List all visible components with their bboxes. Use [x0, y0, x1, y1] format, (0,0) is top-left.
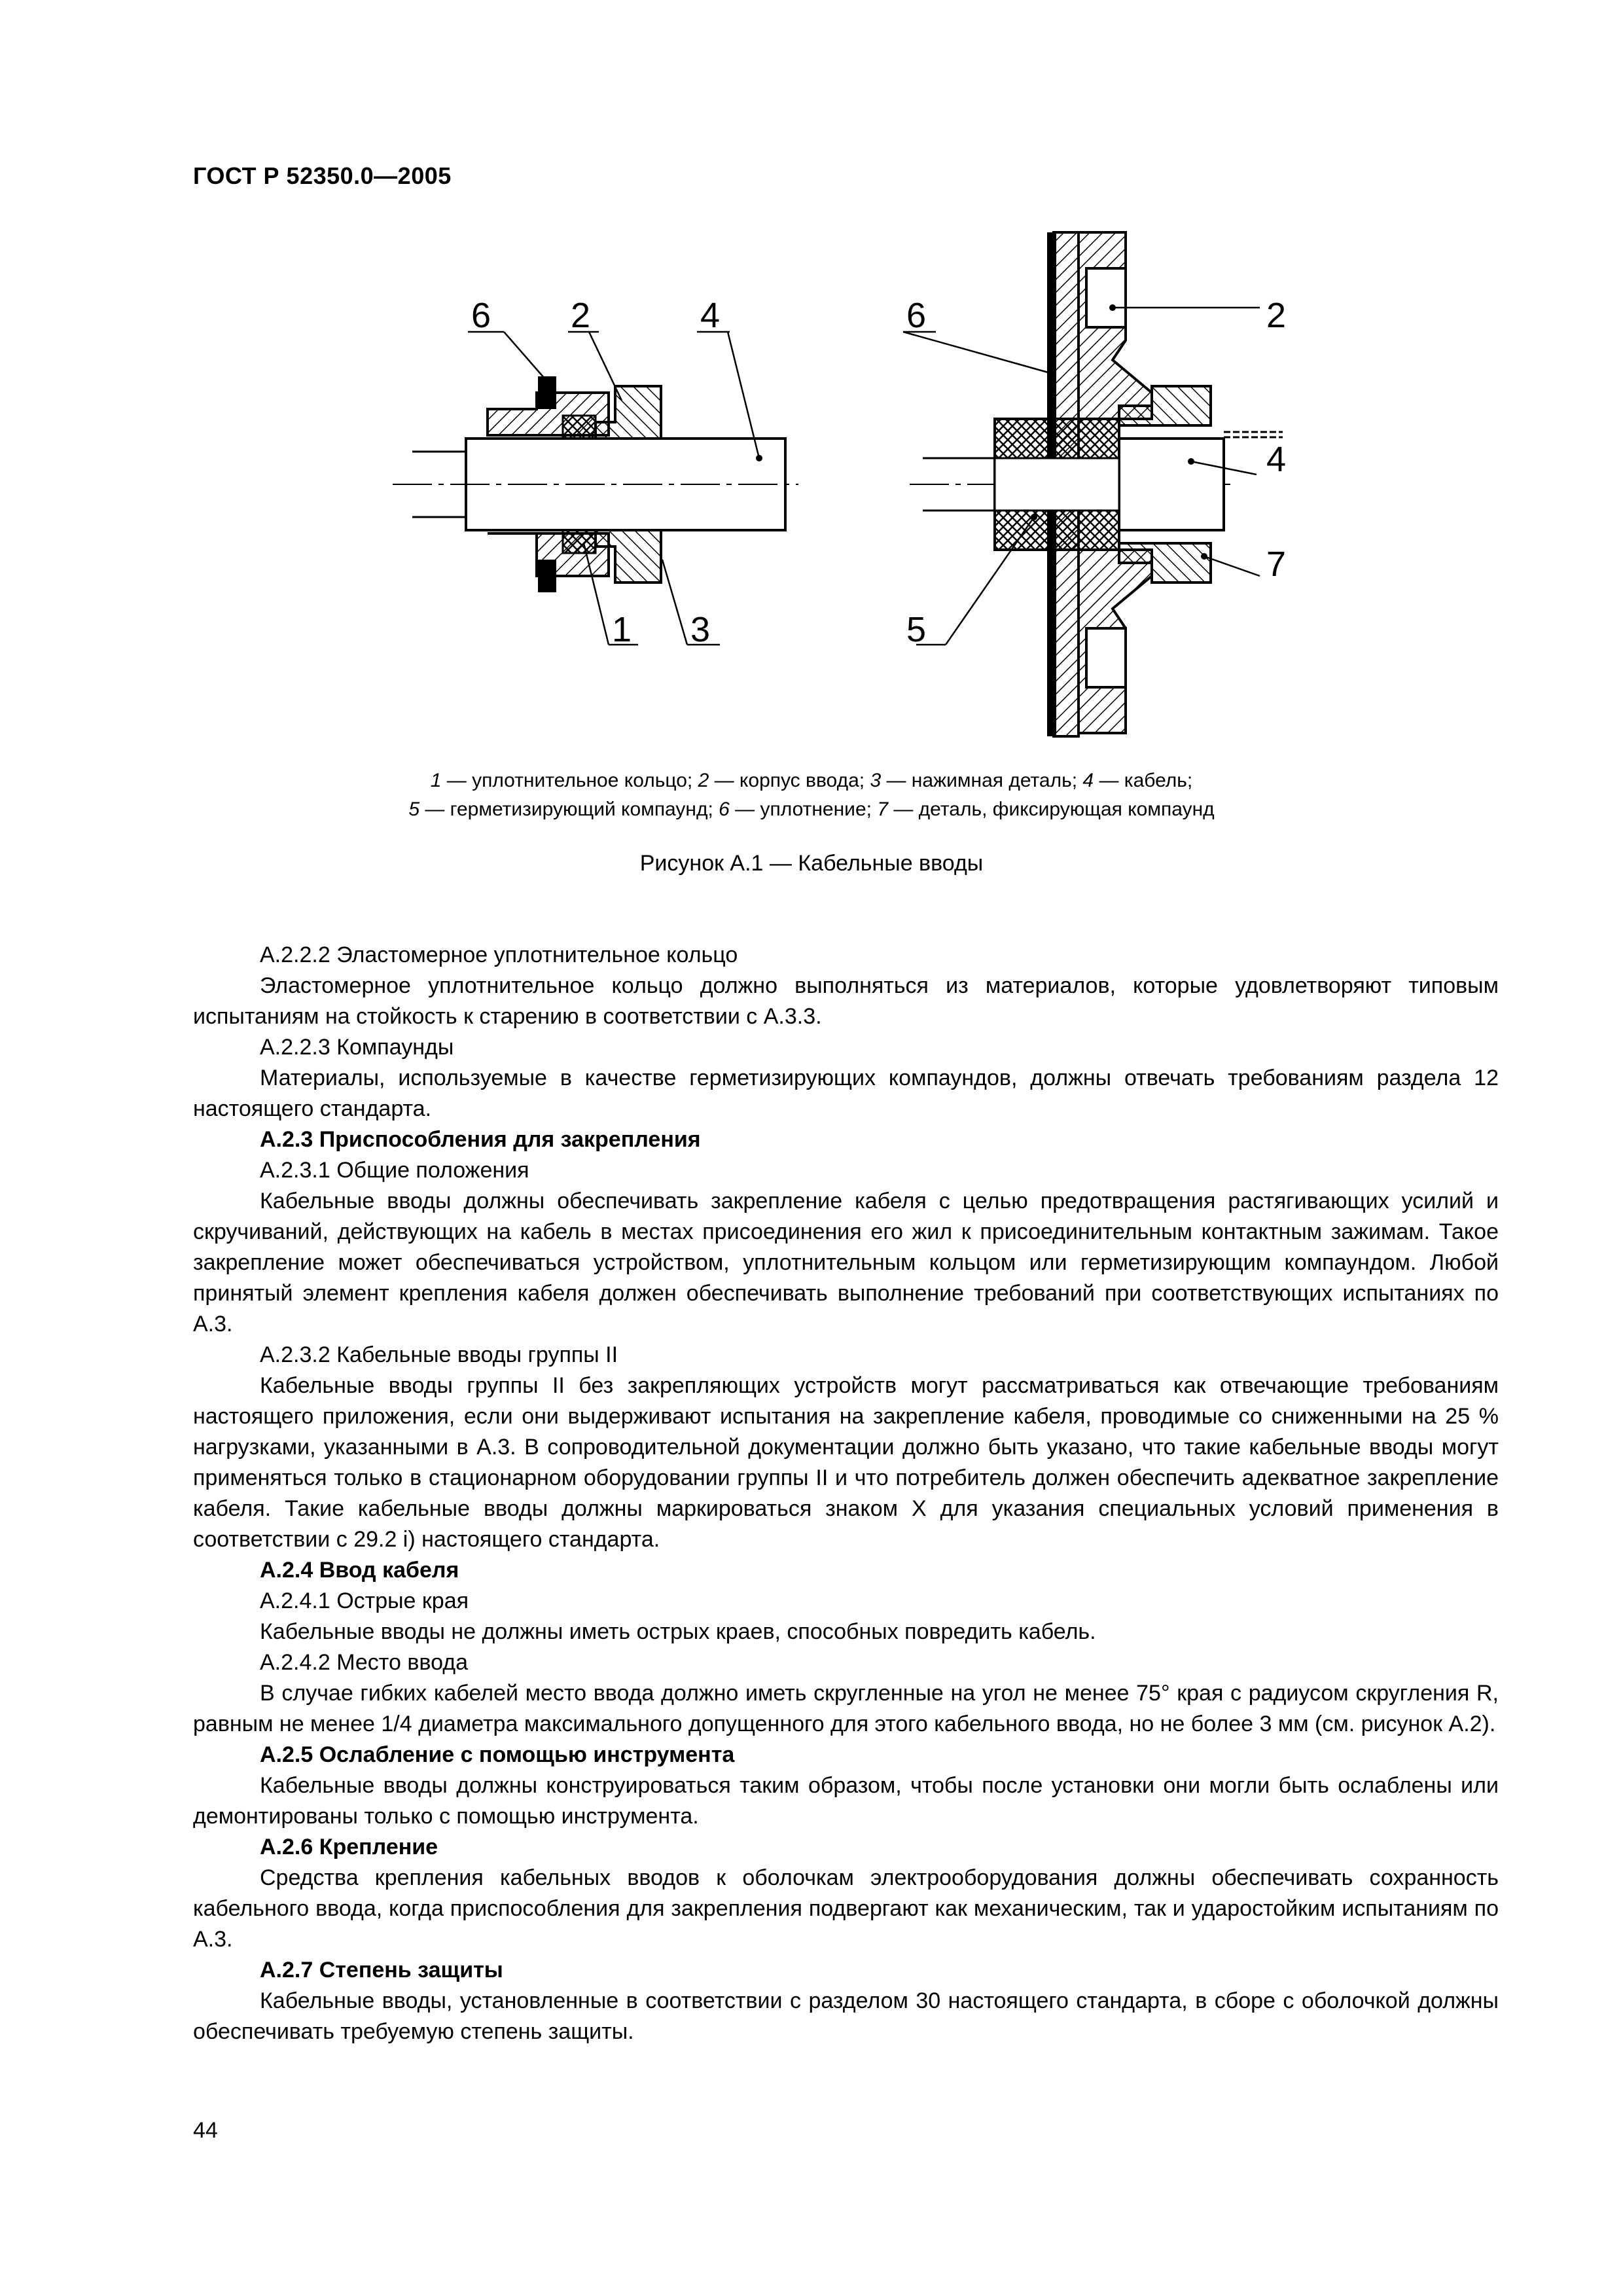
paragraph: А.2.4.2 Место ввода — [260, 1650, 469, 1675]
legend-num: 2 — [698, 770, 709, 791]
legend-num: 1 — [430, 770, 442, 791]
paragraph: А.2.2.3 Компаунды — [260, 1035, 454, 1060]
figure-legend-line-1 — [196, 766, 1427, 796]
label-left-4: 4 — [700, 296, 721, 335]
legend-text: — корпус ввода; — [709, 770, 870, 791]
paragraph: Кабельные вводы должны конструироваться таким образом, чтобы после установки они могли быть ослаблены или демонтированы только с помощью инструмента. — [193, 1773, 1499, 1829]
figure-caption: Рисунок А.1 — Кабельные вводы — [639, 851, 984, 876]
figure-legend-line-2 — [196, 795, 1427, 825]
legend-num: 6 — [719, 798, 730, 820]
label-left-2: 2 — [571, 296, 591, 335]
paragraph: Эластомерное уплотнительное кольцо должно выполняться из материалов, которые удовлетворяют типовым испытаниям на стойкость к старению в соответствии с А.3.3. — [193, 973, 1499, 1029]
label-right-7: 7 — [1266, 545, 1287, 584]
legend-num: 5 — [408, 798, 420, 820]
paragraph: А.2.3.2 Кабельные вводы группы II — [260, 1342, 618, 1367]
paragraph: А.2.3.1 Общие положения — [260, 1158, 529, 1183]
legend-text: — нажимная деталь; — [881, 770, 1083, 791]
legend-text: — герметизирующий компаунд; — [419, 798, 719, 820]
legend-text: — деталь, фиксирующая компаунд — [888, 798, 1215, 820]
label-left-1: 1 — [612, 610, 632, 649]
paragraph: Средства крепления кабельных вводов к оболочкам электрооборудования должны обеспечивать сохранность кабельного ввода, когда приспособления для закрепления подвергают как механическим, так и ударостойким испытаниям по А.3. — [193, 1865, 1499, 1952]
label-left-3: 3 — [690, 610, 711, 649]
legend-num: 3 — [870, 770, 882, 791]
paragraph: А.2.4.1 Острые края — [260, 1588, 469, 1613]
legend-text: — уплотнительное кольцо; — [441, 770, 698, 791]
left-cable-gland-drawing — [393, 296, 798, 649]
document-header: ГОСТ Р 52350.0—2005 — [193, 162, 452, 189]
paragraph: В случае гибких кабелей место ввода должно иметь скругленные на угол не менее 75° края с радиусом скругления R, равным не менее 1/4 диаметра максимального допущенного для этого кабельного ввода, но не более 3 мм (см. рисунок А.2). — [193, 1681, 1499, 1736]
paragraph: Материалы, используемые в качестве герметизирующих компаундов, должны отвечать требованиям раздела 12 настоящего стандарта. — [193, 1066, 1499, 1121]
label-left-6: 6 — [471, 296, 491, 335]
legend-num: 4 — [1082, 770, 1094, 791]
right-cable-gland-drawing — [903, 232, 1286, 736]
paragraph: Кабельные вводы должны обеспечивать закрепление кабеля с целью предотвращения растягивающих усилий и скручиваний, действующих на кабель в местах присоединения его жил к присоединительным контактным зажимам. Такое закрепление может обеспечиваться устройством, уплотнительным кольцом или герметизирующим компаундом. Любой принятый элемент крепления кабеля должен обеспечивать выполнение требований при соответствующих испытаниях по А.3. — [193, 1189, 1499, 1336]
legend-text: — кабель; — [1094, 770, 1193, 791]
paragraph: Кабельные вводы, установленные в соответствии с разделом 30 настоящего стандарта, в сборе с оболочкой должны обеспечивать требуемую степень защиты. — [193, 1988, 1499, 2044]
section-heading: А.2.3 Приспособления для закрепления — [260, 1127, 701, 1152]
page-number: 44 — [193, 2118, 218, 2143]
label-right-2: 2 — [1266, 296, 1287, 335]
label-right-5: 5 — [906, 610, 927, 649]
legend-num: 7 — [877, 798, 888, 820]
section-heading: А.2.5 Ослабление с помощью инструмента — [260, 1742, 735, 1767]
label-right-6: 6 — [906, 296, 927, 335]
paragraph: А.2.2.2 Эластомерное уплотнительное кольцо — [260, 942, 738, 967]
paragraph: Кабельные вводы группы II без закрепляющих устройств могут рассматриваться как отвечающие требованиям настоящего приложения, если они выдерживают испытания на закрепление кабеля, проводимые со сниженными на 25 % нагрузками, указанными в А.3. В сопроводительной документации должно быть указано, что такие кабельные вводы могут применяться только в стационарном оборудовании группы II и что потребитель должен обеспечить адекватное закрепление кабеля. Такие кабельные вводы должны маркироваться знаком X для указания специальных условий применения в соответствии с 29.2 i) настоящего стандарта. — [193, 1373, 1499, 1552]
label-right-4: 4 — [1266, 440, 1287, 479]
section-heading: А.2.6 Крепление — [260, 1835, 438, 1859]
section-heading: А.2.4 Ввод кабеля — [260, 1558, 459, 1583]
figure-cable-entries — [366, 223, 1361, 740]
section-heading: А.2.7 Степень защиты — [260, 1958, 503, 1982]
document-body — [193, 940, 1499, 2047]
legend-text: — уплотнение; — [729, 798, 878, 820]
paragraph: Кабельные вводы не должны иметь острых краев, способных повредить кабель. — [260, 1619, 1096, 1644]
